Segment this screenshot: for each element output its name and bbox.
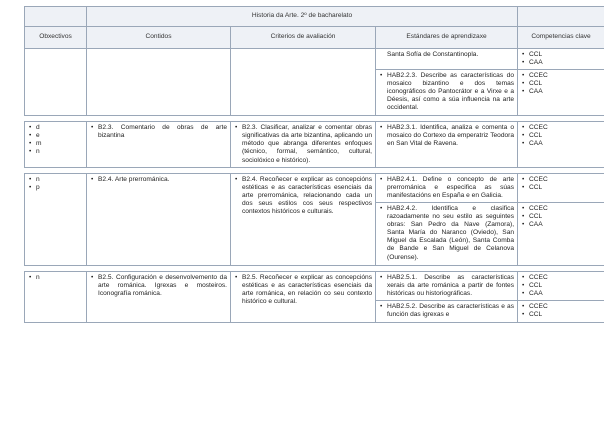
objective-item: • m	[28, 140, 83, 148]
competency-item: • CAA	[521, 59, 601, 67]
objective-item: • e	[28, 132, 83, 140]
criteria-cell	[231, 271, 376, 322]
competency-block	[518, 49, 604, 69]
objectives-cell	[25, 173, 87, 265]
standard-item: • HAB2.2.3. Describe as características do mosaico bizantino e dos temas iconográficos do Pantocrátor e a Virxe e a Déesis, así como a súa influencia na arte occidental.	[379, 72, 514, 112]
standard-item: • HAB2.5.1. Describe as características xerais da arte románica a partir de fontes históricas ou historiográficas.	[379, 274, 514, 298]
standard-block	[376, 49, 517, 69]
competency-item: • CCEC	[521, 72, 601, 80]
table-row	[25, 122, 605, 167]
criteria-cell	[231, 173, 376, 265]
standard-block	[376, 174, 517, 202]
criteria-item: • B2.5. Recoñecer e explicar as concepcións estéticas e as características esenciais da arte románica, en relación co seu contexto histórico e cultural.	[234, 274, 372, 306]
competency-block	[518, 174, 604, 202]
standards-cell	[376, 49, 518, 116]
competencies-cell	[518, 271, 604, 322]
competencies-cell	[518, 173, 604, 265]
competency-item: • CCL	[521, 51, 601, 59]
competency-block	[518, 202, 604, 265]
table-row	[25, 49, 605, 116]
objectives-cell	[25, 271, 87, 322]
competency-item: • CCL	[521, 132, 601, 140]
criteria-cell	[231, 49, 376, 116]
competencies-cell	[518, 49, 604, 116]
column-header-standards: Estándares de aprendizaxe	[376, 27, 518, 49]
objective-item: • n	[28, 176, 83, 184]
content-cell	[87, 173, 231, 265]
competency-item: • CAA	[521, 88, 601, 96]
table-body	[25, 49, 605, 323]
table-row	[25, 173, 605, 265]
column-header-objectives: Obxectivos	[25, 27, 87, 49]
standards-cell	[376, 173, 518, 265]
competency-item: • CCL	[521, 80, 601, 88]
header-blank-cell	[518, 7, 604, 27]
standard-item: • HAB2.5.2. Describe as características e as función das igrexas e	[379, 303, 514, 319]
competency-item: • CCEC	[521, 176, 601, 184]
header-blank-cell	[25, 7, 87, 27]
criteria-item: • B2.3. Clasificar, analizar e comentar obras significativas da arte bizantina, aplicando un método que abranga diferentes enfoques (técnico, formal, semántico, cultural, sociolóxico e histórico).	[234, 124, 372, 164]
competency-item: • CCEC	[521, 303, 601, 311]
competency-item: • CCL	[521, 311, 601, 319]
competencies-cell	[518, 122, 604, 167]
standards-cell	[376, 122, 518, 167]
standard-block	[376, 202, 517, 265]
objective-item: • n	[28, 148, 83, 156]
competency-block	[518, 300, 604, 322]
table-title: Historia da Arte. 2º de bacharelato	[87, 7, 518, 27]
standard-block	[376, 272, 517, 300]
content-item: • B2.5. Configuración e desenvolvemento da arte románica. Igrexas e mosteiros. Iconografía románica.	[90, 274, 227, 298]
competency-item: • CCL	[521, 282, 601, 290]
column-header-contents: Contidos	[87, 27, 231, 49]
competency-item: • CCEC	[521, 124, 601, 132]
competency-item: • CCL	[521, 213, 601, 221]
objectives-cell	[25, 122, 87, 167]
curriculum-table-page	[24, 6, 604, 439]
standard-text: Santa Sofía de Constantinopla.	[387, 51, 479, 58]
competency-block	[518, 69, 604, 115]
competency-block	[518, 122, 604, 150]
competency-item: • CAA	[521, 221, 601, 229]
competency-block	[518, 272, 604, 300]
competency-item: • CAA	[521, 290, 601, 298]
content-cell	[87, 271, 231, 322]
column-header-competencies: Competencias clave	[518, 27, 604, 49]
standard-block	[376, 300, 517, 322]
content-cell	[87, 122, 231, 167]
criteria-item: • B2.4. Recoñecer e explicar as concepcións estéticas e as características esenciais da arte prerrománica, relacionando cada un dos seus estilos cos seus respectivos contextos históricos e culturais.	[234, 176, 372, 216]
competency-item: • CAA	[521, 140, 601, 148]
content-cell	[87, 49, 231, 116]
column-header-criteria: Criterios de avaliación	[231, 27, 376, 49]
competency-item: • CCEC	[521, 274, 601, 282]
curriculum-table	[24, 6, 604, 323]
content-item: • B2.4. Arte prerrománica.	[90, 176, 227, 184]
content-item: • B2.3. Comentario de obras de arte bizantina	[90, 124, 227, 140]
objectives-cell	[25, 49, 87, 116]
standard-item: • HAB2.4.1. Define o concepto de arte prerrománica e especifica as súas manifestacións en España e en Galicia.	[379, 176, 514, 200]
criteria-cell	[231, 122, 376, 167]
standards-cell	[376, 271, 518, 322]
objective-item: • n	[28, 274, 83, 282]
table-row	[25, 271, 605, 322]
competency-item: • CCEC	[521, 205, 601, 213]
competency-item: • CCL	[521, 184, 601, 192]
standard-block	[376, 69, 517, 115]
objective-item: • d	[28, 124, 83, 132]
objective-item: • p	[28, 184, 83, 192]
standard-block	[376, 122, 517, 150]
standard-item: • HAB2.4.2. Identifica e clasifica razoadamente no seu estilo as seguintes obras: San Pedro da Nave (Zamora), Santa María do Naranco (Oviedo), San Miguel da Escalada (León), Santa Comba de Bande e San Miguel de Celanova (Ourense).	[379, 205, 514, 262]
standard-item: • HAB2.3.1. Identifica, analiza e comenta o mosaico do Cortexo da emperatriz Teodora en San Vital de Ravena.	[379, 124, 514, 148]
